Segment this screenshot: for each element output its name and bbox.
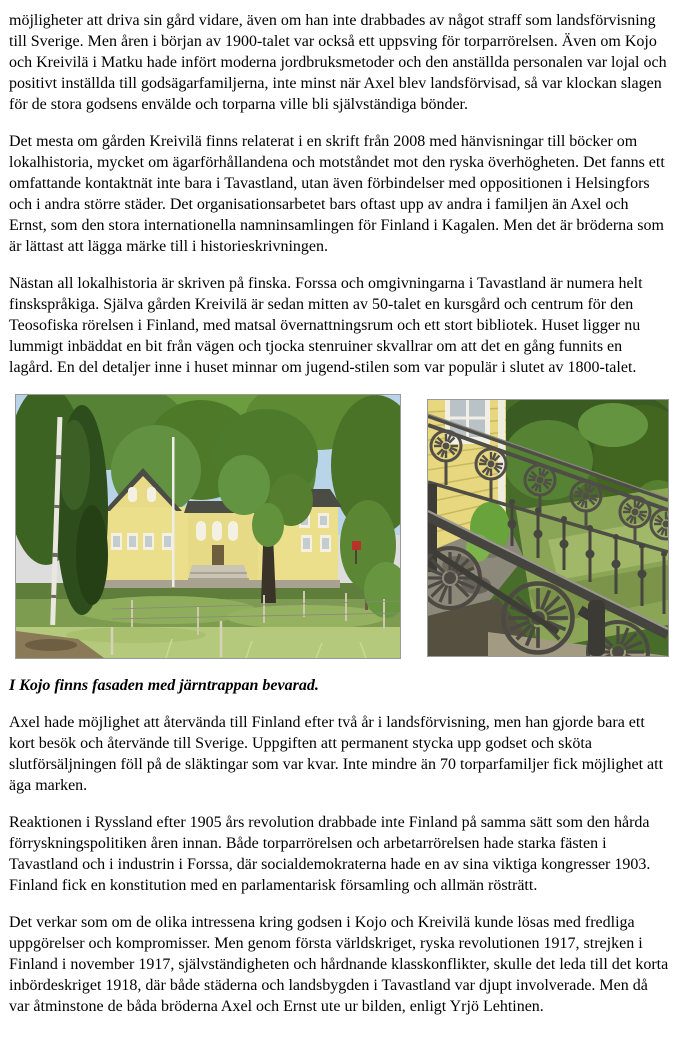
paragraph-6: Det verkar som om de olika intressena kring godsen i Kojo och Kreivilä kunde lösas med fredliga uppgörelser och kompromisser. Men genom första världskriget, ryska revolutionen 1917, strejken i Finland i november 1917, självständigheten och hårdnande klasskonflikter, skulle det leda till det korta inbördeskriget 1918, där både städerna och landsbygden i Tavastland var djupt involverade. Men då var åtminstone de båda bröderna Axel och Ernst ute ur bilden, enligt Yrjö Lehtinen. [9,914,669,1015]
figure-iron-railing-photo [427,399,669,657]
manor-house-photo [16,395,400,658]
figure-caption: I Kojo finns fasaden med järntrappan bevarad. [9,677,319,694]
iron-railing-photo [428,400,668,656]
paragraph-4: Axel hade möjlighet att återvända till Finland efter två år i landsförvisning, men han gjorde bara ett kort besök och återvände till Sverige. Uppgiften att permanent stycka upp godset och sköta slutförsäljningen föll på de släktingar som var kvar. Inte mindre än 70 torparfamiljer fick möjlighet att äga marken. [9,714,664,794]
paragraph-2: Det mesta om gården Kreivilä finns relaterat i en skrift från 2008 med hänvisningar till böcker om lokalhistoria, mycket om ägarförhållandena och motståndet mot den ryska överhögheten. Det fanns ett omfattande kontaktnät inte bara i Tavastland, utan även förbindelser med oppositionen i Helsingfors och i andra större städer. Det organisationsarbetet bars oftast upp av andra i familjen än Axel och Ernst, som den stora internationella namninsamlingen för Finland i Kagalen. Men det är bröderna som är lättast att lägga märke till i historieskrivningen. [9,133,665,255]
paragraph-1: möjligheter att driva sin gård vidare, även om han inte drabbades av något straff som landsförvisning till Sverige. Men åren i början av 1900-talet var också ett uppsving för torparrörelsen. Även om Kojo och Kreivilä i Matku hade infört moderna jordbruksmetoder och den anställda personalen var lojal och positivt inställda till godsägarfamiljerna, inte minst när Axel blev landsförvisad, så var klockan slagen för de stora godsens envälde och torparna ville bli självständiga bönder. [9,12,667,113]
figure-row [15,394,670,659]
paragraph-5: Reaktionen i Ryssland efter 1905 års revolution drabbade inte Finland på samma sätt som den hårda förryskningspolitiken åren innan. Både torparrörelsen och arbetarrörelsen hade starka fästen i Tavastland och i industrin i Forssa, där socialdemokraterna hade en av sina viktiga kongresser 1903. Finland fick en konstitution med en parlamentarisk församling och allmän rösträtt. [9,814,651,894]
figure-manor-house-photo [15,394,401,659]
paragraph-3: Nästan all lokalhistoria är skriven på finska. Forssa och omgivningarna i Tavastland är numera helt finskspråkiga. Själva gården Kreivilä är sedan mitten av 50-talet en kursgård och centrum för den Teosofiska rörelsen i Finland, med matsal övernattningsrum och ett stort bibliotek. Huset ligger nu lummigt inbäddat en bit från vägen och tjocka stenruiner skvallrar om att det en gång funnits en lagård. En del detaljer inne i huset minnar om jugend-stilen som var populär i slutet av 1800-talet. [9,275,643,376]
